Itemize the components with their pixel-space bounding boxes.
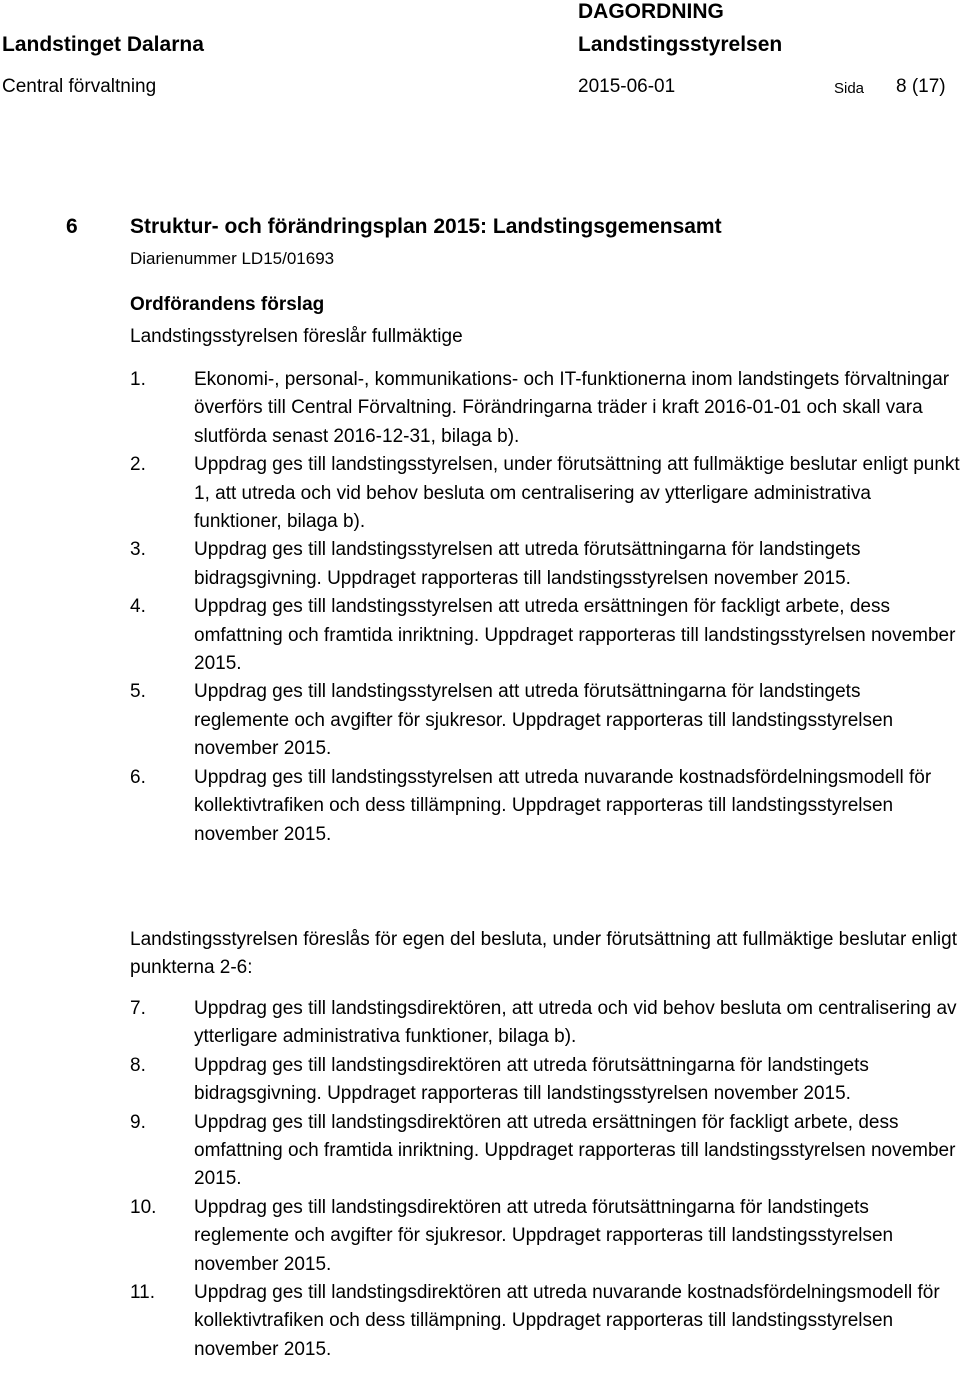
list-item-number: 7. [130,998,146,1019]
document-type: DAGORDNING [578,0,724,23]
proposal-heading: Ordförandens förslag [130,294,325,315]
list-item-number: 4. [130,596,146,618]
list-item-text: Uppdrag ges till landstingsdirektören att utreda nuvarande kostnadsfördelningsmodell för kollektivtrafiken och dess tillämpning. Uppdraget rapporteras till landstingsstyrelsen november 2015. [194,1282,940,1360]
list-item-number: 2. [130,454,146,476]
list-item-number: 5. [130,681,146,703]
proposal-list-council [130,366,960,849]
list-item-number: 1. [130,369,146,390]
document-date: 2015-06-01 [578,76,676,97]
governing-body: Landstingsstyrelsen [578,33,783,56]
list-item-number: 9. [130,1111,146,1133]
item-title: Struktur- och förändringsplan 2015: Landstingsgemensamt [130,215,722,238]
list-item [130,366,960,451]
department: Central förvaltning [2,76,157,97]
list-item [130,1109,960,1194]
list-item [130,678,960,763]
page-number: 8 (17) [896,76,946,97]
list-item-text: Uppdrag ges till landstingsstyrelsen att utreda nuvarande kostnadsfördelningsmodell för kollektivtrafiken och dess tillämpning. Uppdraget rapporteras till landstingsstyrelsen november 2015. [194,766,932,845]
list-item-text: Uppdrag ges till landstingsstyrelsen att utreda förutsättningarna för landstingets reglemente och avgifter för sjukresor. Uppdraget rapporteras till landstingsstyrelsen november 2015. [194,681,894,760]
list-item-text: Uppdrag ges till landstingsstyrelsen, under förutsättning att fullmäktige beslutar enligt punkt 1, att utreda och vid behov besluta om centralisering av ytterligare administrativa funktioner, bilaga b). [194,454,960,533]
list-item-text: Ekonomi-, personal-, kommunikations- och IT-funktionerna inom landstingets förvaltningar överförs till Central Förvaltning. Förändringarna träder i kraft 2016-01-01 och skall vara slutförda senast 2016-12-31, bilaga b). [194,369,950,447]
list-item [130,1052,960,1109]
list-item [130,995,960,1052]
list-item-number: 6. [130,766,146,788]
list-item-number: 8. [130,1054,146,1076]
list-item [130,451,960,536]
proposal-intro: Landstingsstyrelsen föreslår fullmäktige [130,326,463,347]
list-item-text: Uppdrag ges till landstingsdirektören att utreda ersättningen för fackligt arbete, dess omfattning och framtida inriktning. Uppdraget rapporteras till landstingsstyrelsen november 2015. [194,1111,956,1190]
diary-number: Diarienummer LD15/01693 [130,249,335,268]
list-item-text: Uppdrag ges till landstingsdirektören, att utreda och vid behov besluta om centralisering av ytterligare administrativa funktioner, bilaga b). [194,998,957,1048]
own-decision-paragraph: Landstingsstyrelsen föreslås för egen del besluta, under förutsättning att fullmäktige beslutar enligt punkterna 2-6: [130,929,957,979]
list-item [130,593,960,678]
list-item [130,1279,960,1364]
list-item-number: 3. [130,539,146,561]
list-item [130,764,960,849]
page-label: Sida [834,80,865,97]
list-item-number: 10. [130,1196,157,1218]
list-item-text: Uppdrag ges till landstingsstyrelsen att utreda förutsättningarna för landstingets bidragsgivning. Uppdraget rapporteras till landstingsstyrelsen november 2015. [194,539,861,589]
list-item-text: Uppdrag ges till landstingsdirektören att utreda förutsättningarna för landstingets bidragsgivning. Uppdraget rapporteras till landstingsstyrelsen november 2015. [194,1054,869,1105]
organization-name: Landstinget Dalarna [2,33,204,56]
list-item-text: Uppdrag ges till landstingsdirektören att utreda förutsättningarna för landstingets reglemente och avgifter för sjukresor. Uppdraget rapporteras till landstingsstyrelsen november 2015. [194,1196,894,1275]
proposal-list-board [130,995,960,1364]
list-item-text: Uppdrag ges till landstingsstyrelsen att utreda ersättningen för fackligt arbete, dess omfattning och framtida inriktning. Uppdraget rapporteras till landstingsstyrelsen november 2015. [194,596,956,675]
list-item [130,1194,960,1279]
list-item-number: 11. [130,1282,156,1304]
item-number: 6 [66,215,78,238]
list-item [130,536,960,593]
